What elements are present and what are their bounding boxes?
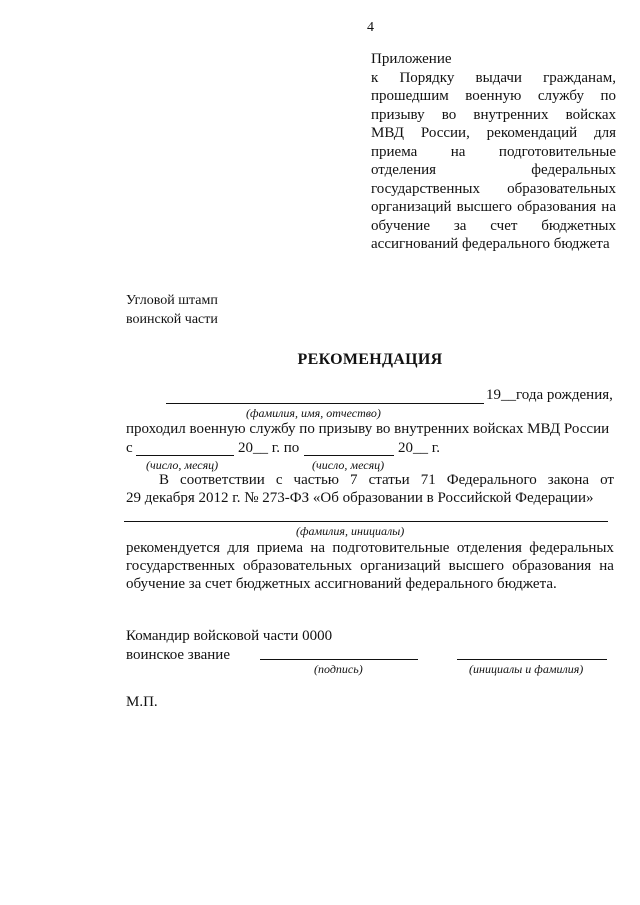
word: федеральных <box>529 540 614 556</box>
appendix-line <box>371 143 616 162</box>
word: подготовительные <box>332 540 450 556</box>
appendix-block <box>371 50 616 254</box>
word: высшего <box>448 558 504 574</box>
law-line-1 <box>159 472 614 489</box>
appendix-word: войсках <box>565 106 616 123</box>
word: 7 <box>350 472 358 488</box>
rec-line-2 <box>126 558 614 575</box>
appendix-line <box>371 161 616 180</box>
stamp-line-2: воинской части <box>126 312 218 327</box>
appendix-word: обучение <box>371 217 430 234</box>
name-blank <box>457 659 607 660</box>
appendix-line <box>371 198 616 217</box>
appendix-word: к <box>371 69 379 86</box>
word: В <box>159 472 170 488</box>
seal-label: М.П. <box>126 694 158 710</box>
appendix-word: отделения <box>371 162 437 178</box>
word: соответствии <box>180 472 265 488</box>
word: отделения <box>456 540 522 556</box>
word: приема <box>256 540 303 556</box>
name-caption: (инициалы и фамилия) <box>469 662 584 676</box>
appendix-word: государственных <box>371 180 480 197</box>
corner-stamp <box>126 291 218 329</box>
service-line: проходил военную службу по призыву во внутренних войсках МВД России <box>126 421 610 437</box>
fio-blank <box>166 403 484 404</box>
word: организаций <box>360 558 441 574</box>
appendix-word: выдачи <box>475 69 522 86</box>
fio-caption: (фамилия, имя, отчество) <box>246 406 381 420</box>
document-title: РЕКОМЕНДАЦИЯ <box>297 351 443 368</box>
appendix-word: рекомендаций <box>486 125 578 141</box>
word: государственных <box>126 558 235 574</box>
law-line-2: 29 декабря 2012 г. № 273-ФЗ «Об образовании в Российской Федерации» <box>126 490 594 506</box>
appendix-word: прошедшим <box>371 88 449 104</box>
year-to: 20__ г. <box>398 440 440 456</box>
from-date-blank <box>136 455 234 456</box>
rec-line-3: обучение за счет бюджетных ассигнований федерального бюджета. <box>126 576 557 592</box>
date-caption-from: (число, месяц) <box>146 458 219 472</box>
appendix-word: организаций <box>371 199 452 215</box>
signature-blank <box>260 659 418 660</box>
appendix-word: призыву <box>371 106 425 123</box>
page-number: 4 <box>367 20 374 35</box>
appendix-line <box>371 217 616 236</box>
appendix-word: образования <box>517 199 597 215</box>
word: Федерального <box>446 472 537 488</box>
word: на <box>310 540 326 556</box>
signature-caption: (подпись) <box>314 662 363 676</box>
appendix-word: образовательных <box>507 180 616 197</box>
appendix-word: гражданам, <box>543 69 616 86</box>
initials-caption: (фамилия, инициалы) <box>296 524 405 538</box>
appendix-word: на <box>601 199 616 215</box>
appendix-line <box>371 124 616 143</box>
appendix-word: бюджетных <box>541 217 616 234</box>
appendix-word: России, <box>420 125 470 141</box>
appendix-word: за <box>453 217 467 234</box>
appendix-word: федеральных <box>531 162 616 178</box>
word: закона <box>547 472 590 488</box>
appendix-line <box>371 50 616 69</box>
word: частью <box>293 472 340 488</box>
appendix-line <box>371 235 616 254</box>
appendix-word: для <box>593 125 616 141</box>
appendix-line <box>371 69 616 88</box>
word: с <box>275 472 283 488</box>
appendix-word: службу <box>537 88 584 104</box>
appendix-word: МВД <box>371 125 405 141</box>
commander-label: Командир войсковой части 0000 <box>126 628 333 644</box>
rec-line-1 <box>126 540 614 557</box>
appendix-word: военную <box>465 88 522 104</box>
to-date-blank <box>304 455 394 456</box>
appendix-word: подготовительные <box>498 143 616 160</box>
year-from: 20__ г. по <box>238 440 300 456</box>
appendix-word: Приложение <box>371 51 452 67</box>
appendix-word: на <box>450 143 466 160</box>
word: образования <box>512 558 592 574</box>
appendix-word: Порядку <box>399 69 455 86</box>
word: от <box>600 472 614 488</box>
word: для <box>227 540 250 556</box>
rank-label: воинское звание <box>126 647 230 663</box>
appendix-word: высшего <box>456 199 512 215</box>
word: 71 <box>420 472 436 488</box>
initials-blank <box>124 521 608 522</box>
appendix-word: ассигнований федерального бюджета <box>371 236 610 252</box>
word: на <box>599 558 614 574</box>
appendix-line <box>371 180 616 199</box>
word: статьи <box>368 472 410 488</box>
from-prefix: с <box>126 440 133 456</box>
date-caption-to: (число, месяц) <box>312 458 385 472</box>
appendix-word: по <box>600 88 616 104</box>
appendix-word: во <box>441 106 457 123</box>
birth-year-text: 19__года рождения, <box>486 387 613 403</box>
appendix-word: приема <box>371 143 418 160</box>
word: рекомендуется <box>126 540 220 556</box>
appendix-word: счет <box>490 217 518 234</box>
word: образовательных <box>243 558 352 574</box>
appendix-line <box>371 106 616 125</box>
appendix-word: внутренних <box>473 106 549 123</box>
stamp-line-1: Угловой штамп <box>126 293 218 308</box>
appendix-line <box>371 87 616 106</box>
